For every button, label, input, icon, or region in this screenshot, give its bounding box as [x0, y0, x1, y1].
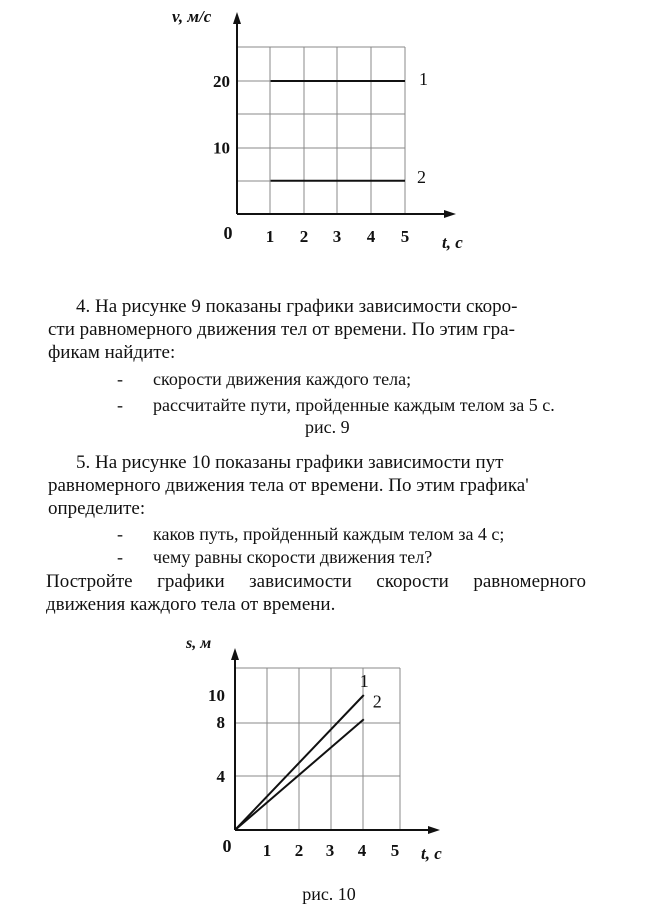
x-tick-label: 5: [390, 841, 400, 860]
origin-label: 0: [223, 223, 233, 243]
closing-line: движения каждого тела от времени.: [46, 594, 336, 615]
bullet-text: рассчитайте пути, пройденные каждым телом за 5 с.: [153, 395, 555, 415]
y-tick-label: 4: [216, 767, 225, 786]
task-5-text: [48, 451, 588, 520]
x-tick-label: 3: [325, 841, 335, 860]
x-axis-arrow: [428, 826, 440, 834]
task-4-text: [48, 295, 588, 364]
series-label-2: 2: [417, 166, 426, 187]
task-5-closing: [46, 570, 586, 616]
figure-9-velocity-chart: [0, 0, 649, 270]
figure-9-caption: рис. 9: [305, 417, 350, 437]
x-tick-label: 1: [262, 841, 272, 860]
x-tick-label: 2: [294, 841, 304, 860]
y-axis-label: s, м: [186, 635, 212, 652]
axes: [233, 12, 456, 218]
bullet-text: каков путь, пройденный каждым телом за 4 с;: [153, 524, 505, 544]
y-axis-label: v, м/с: [172, 7, 212, 26]
bullet-dash: -: [117, 524, 123, 544]
task-5-line: 5. На рисунке 10 показаны графики зависимости пут: [76, 452, 504, 473]
figure-10-distance-chart: [0, 620, 649, 920]
bullet-text: чему равны скорости движения тел?: [153, 547, 433, 567]
bullet-dash: -: [117, 547, 123, 567]
task-5-line: равномерного движения тела от времени. По этим графика': [48, 475, 529, 496]
x-tick-label: 5: [400, 227, 410, 246]
closing-line: Постройте графики зависимости скорости равномерного: [46, 571, 586, 592]
y-tick-labels: [213, 72, 230, 158]
y-axis-arrow: [231, 648, 239, 660]
grid: [237, 47, 405, 214]
series-label-1: 1: [419, 69, 428, 89]
task-4-line: 4. На рисунке 9 показаны графики зависимости скоро-: [76, 296, 518, 317]
task-4-line: сти равномерного движения тел от времени. По этим гра-: [48, 319, 515, 340]
origin-label: 0: [222, 836, 232, 856]
series-group: [271, 81, 405, 181]
task-4-line: фикам найдите:: [48, 342, 176, 363]
x-tick-label: 1: [265, 227, 275, 246]
x-tick-label: 2: [299, 227, 309, 246]
y-tick-labels: [208, 686, 226, 786]
y-tick-label: 10: [208, 686, 225, 705]
series-label-2: 2: [372, 691, 382, 712]
figure-10-caption: рис. 10: [302, 884, 356, 904]
bullet-text: скорости движения каждого тела;: [153, 369, 412, 389]
bullet-dash: -: [117, 369, 123, 389]
series-label-1: 1: [359, 671, 369, 691]
x-tick-label: 4: [357, 841, 367, 860]
x-tick-label: 3: [332, 227, 342, 246]
x-tick-labels: [263, 841, 400, 860]
task-5-line: определите:: [48, 498, 146, 519]
bullet-dash: -: [117, 395, 123, 415]
y-axis-arrow: [233, 12, 241, 24]
y-tick-label: 20: [213, 72, 230, 91]
x-axis-arrow: [444, 210, 456, 218]
x-axis-label: t, с: [442, 233, 463, 252]
x-tick-labels: [266, 227, 410, 246]
y-tick-label: 10: [213, 138, 230, 158]
y-tick-label: 8: [216, 713, 225, 732]
x-axis-label: t, с: [421, 844, 442, 863]
x-tick-label: 4: [366, 227, 376, 246]
series-label-group: [417, 69, 428, 187]
